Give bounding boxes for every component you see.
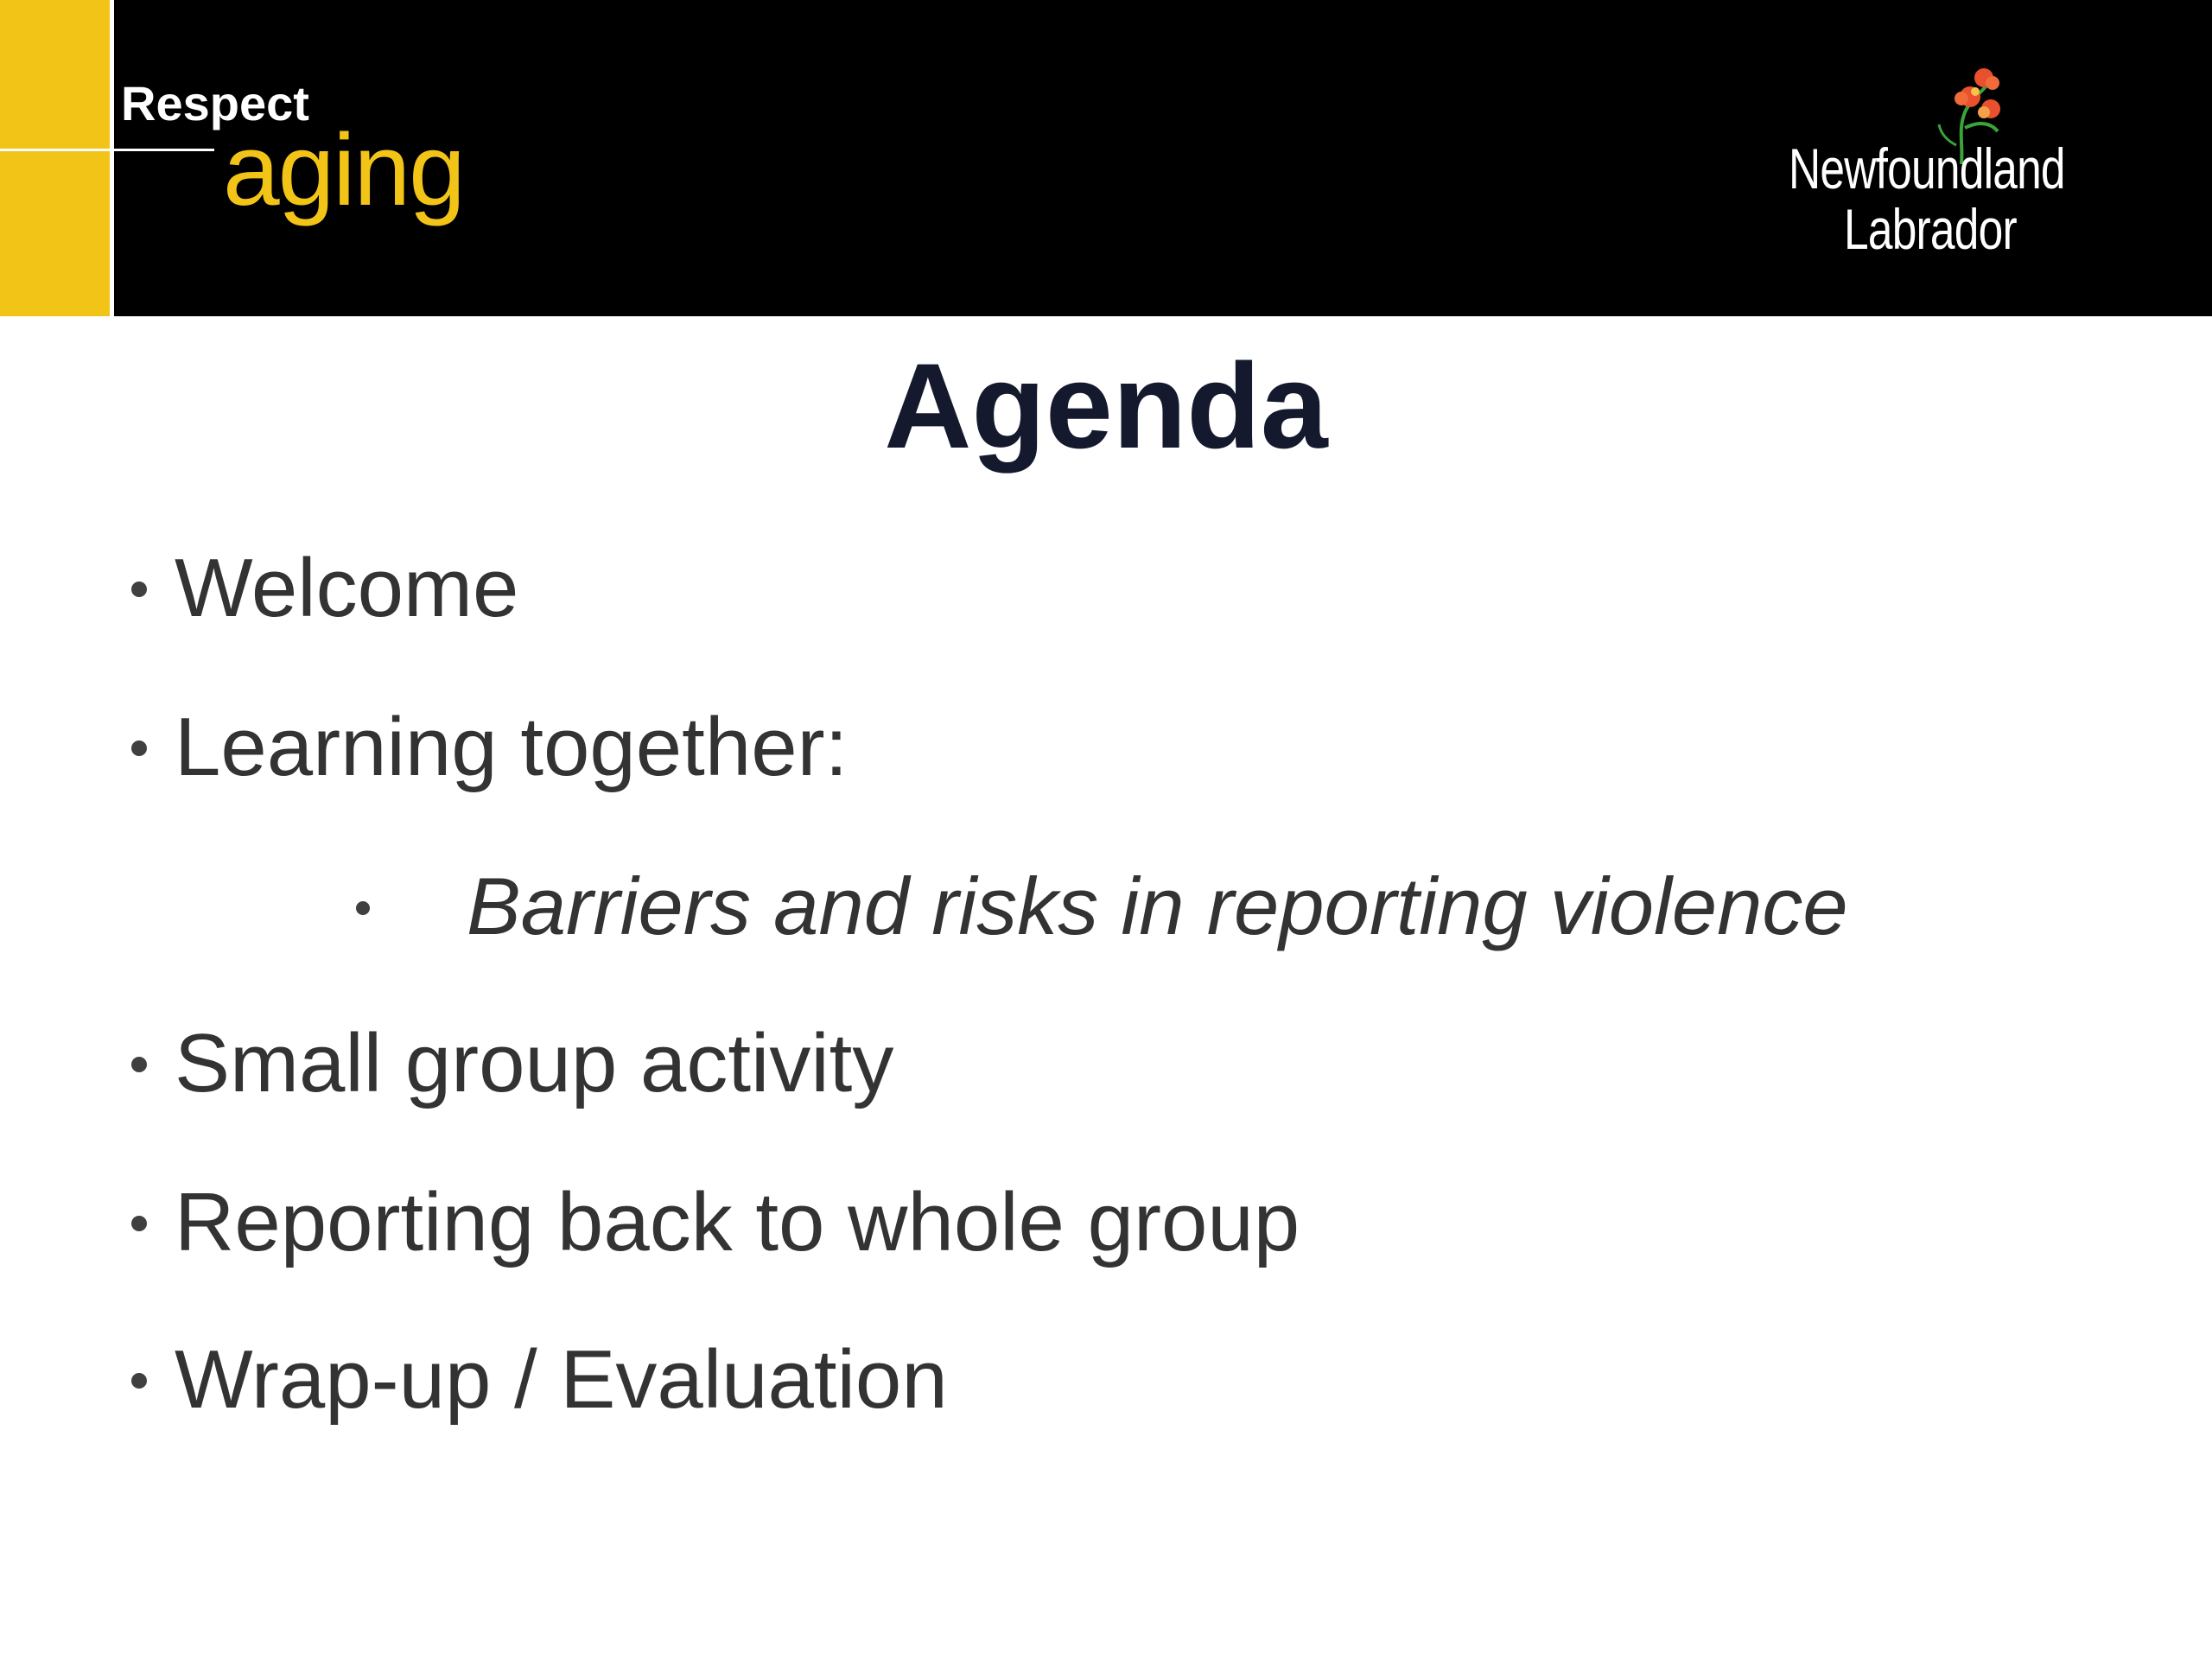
agenda-subitem xyxy=(0,859,2212,954)
agenda-item-text: Small group activity xyxy=(175,1017,894,1109)
logo-word-aging: aging xyxy=(223,113,464,227)
agenda-item-text: Wrap-up / Evaluation xyxy=(175,1333,948,1426)
agenda-item-text: Reporting back to whole group xyxy=(175,1176,1300,1268)
agenda-item xyxy=(0,1332,2212,1427)
bullet-icon xyxy=(131,582,147,597)
bullet-icon xyxy=(131,1216,147,1231)
agenda-item xyxy=(0,1016,2212,1111)
logo-text-newfoundland: Newfoundland xyxy=(1789,137,2065,200)
logo-word-respect: Respect xyxy=(121,76,309,130)
agenda-item xyxy=(0,541,2212,636)
bullet-icon xyxy=(131,1373,147,1389)
agenda-item-text: Welcome xyxy=(175,542,519,634)
agenda-item xyxy=(0,1175,2212,1270)
agenda-item xyxy=(0,700,2212,795)
agenda-item-text: Learning together: xyxy=(175,701,849,793)
bullet-icon xyxy=(131,741,147,756)
agenda-subitem-text: Barriers and risks in reporting violence xyxy=(467,861,1848,951)
bullet-icon xyxy=(356,901,370,915)
logo-text-labrador: Labrador xyxy=(1844,197,2017,261)
bullet-icon xyxy=(131,1057,147,1072)
slide-title: Agenda xyxy=(884,338,1328,474)
